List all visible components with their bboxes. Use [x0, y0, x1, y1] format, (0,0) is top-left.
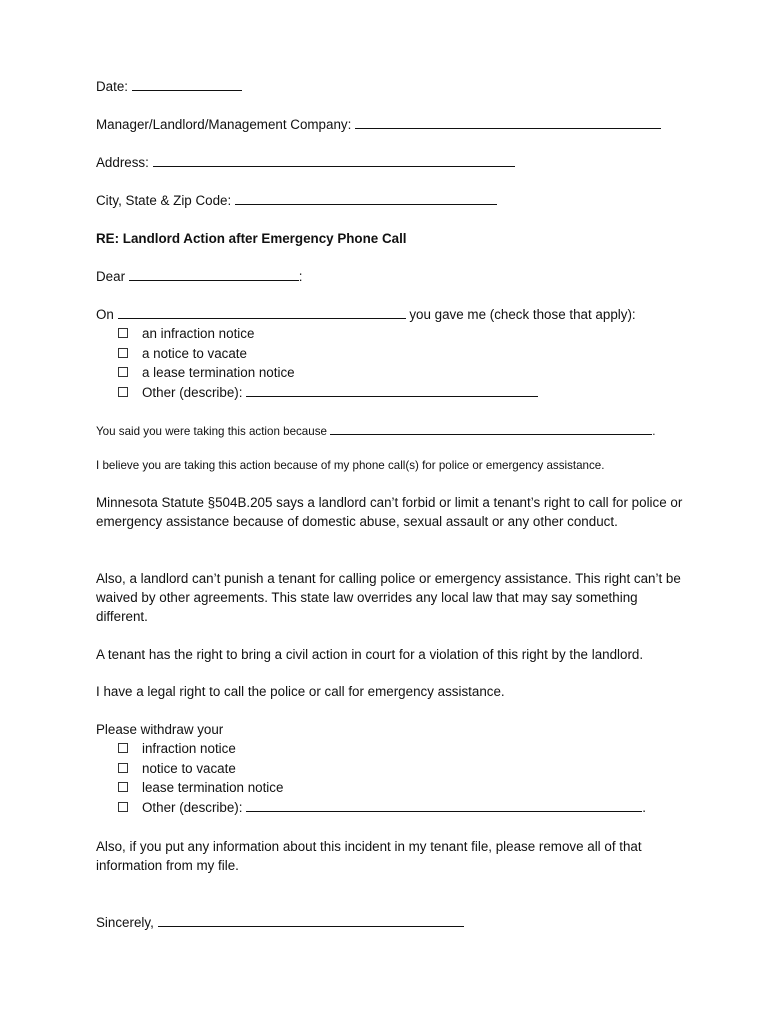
checklist-label: Other (describe):	[142, 384, 243, 400]
gave-checklist	[118, 324, 538, 402]
address-line	[96, 153, 515, 172]
sincerely-label: Sincerely,	[96, 915, 154, 930]
date-blank[interactable]	[132, 78, 242, 91]
checklist-label: a lease termination notice	[142, 365, 295, 381]
manager-label: Manager/Landlord/Management Company:	[96, 117, 352, 132]
civil-action-line: A tenant has the right to bring a civil action in court for a violation of this right by the landlord.	[96, 647, 644, 662]
on-label: On	[96, 307, 114, 322]
checkbox[interactable]	[118, 367, 128, 377]
on-suffix: you gave me (check those that apply):	[409, 307, 636, 322]
belief-line: I believe you are taking this action because of my phone call(s) for police or emergency assistance.	[96, 459, 605, 472]
reason-label: You said you were taking this action because	[96, 425, 327, 438]
checklist-label: infraction notice	[142, 741, 236, 756]
manager-line	[96, 115, 661, 134]
checklist-label: a notice to vacate	[142, 345, 247, 361]
statute-paragraph: Minnesota Statute §504B.205 says a landlord can’t forbid or limit a tenant’s right to call for police or emergency assistance because of domestic abuse, sexual assault or any other conduct.	[96, 495, 683, 529]
sincerely-line	[96, 913, 464, 932]
withdraw-label: Please withdraw your	[96, 722, 224, 737]
dear-blank[interactable]	[129, 268, 299, 281]
city-line	[96, 191, 497, 210]
remove-paragraph: Also, if you put any information about this incident in my tenant file, please remove all of that information from my file.	[96, 839, 642, 873]
gave-other-blank[interactable]	[246, 384, 538, 397]
checklist-label: Other (describe):	[142, 799, 243, 815]
on-date-blank[interactable]	[118, 306, 406, 319]
checklist-label: an infraction notice	[142, 326, 255, 341]
signature-blank[interactable]	[158, 914, 464, 927]
withdraw-checklist	[118, 739, 646, 817]
dear-line	[96, 267, 303, 286]
list-item	[118, 739, 646, 759]
dear-suffix: :	[298, 269, 303, 284]
reason-line	[96, 422, 655, 441]
checkbox[interactable]	[118, 763, 128, 773]
city-label: City, State & Zip Code:	[96, 193, 232, 208]
address-label: Address:	[96, 155, 149, 170]
legal-right-line: I have a legal right to call the police or call for emergency assistance.	[96, 684, 505, 699]
checklist-label: notice to vacate	[142, 760, 236, 776]
list-item	[118, 383, 538, 403]
withdraw-other-suffix: .	[642, 799, 646, 815]
reason-blank[interactable]	[330, 422, 652, 435]
on-line	[96, 305, 636, 324]
checkbox[interactable]	[118, 782, 128, 792]
checklist-label: lease termination notice	[142, 780, 284, 796]
list-item	[118, 324, 538, 344]
list-item	[118, 778, 646, 798]
checkbox[interactable]	[118, 802, 128, 812]
re-line: RE: Landlord Action after Emergency Phone Call	[96, 231, 407, 246]
city-blank[interactable]	[235, 192, 497, 205]
checkbox[interactable]	[118, 387, 128, 397]
punish-paragraph: Also, a landlord can’t punish a tenant for calling police or emergency assistance. This right can’t be waived by other agreements. This state law overrides any local law that may say something different.	[96, 571, 681, 624]
list-item	[118, 344, 538, 364]
list-item	[118, 363, 538, 383]
list-item	[118, 759, 646, 779]
checkbox[interactable]	[118, 328, 128, 338]
dear-label: Dear	[96, 269, 126, 284]
checkbox[interactable]	[118, 348, 128, 358]
date-line	[96, 77, 242, 96]
reason-suffix: .	[652, 425, 656, 438]
date-label: Date:	[96, 79, 129, 94]
checkbox[interactable]	[118, 743, 128, 753]
manager-blank[interactable]	[355, 116, 661, 129]
address-blank[interactable]	[153, 154, 515, 167]
list-item	[118, 798, 646, 818]
withdraw-other-blank[interactable]	[246, 799, 642, 812]
